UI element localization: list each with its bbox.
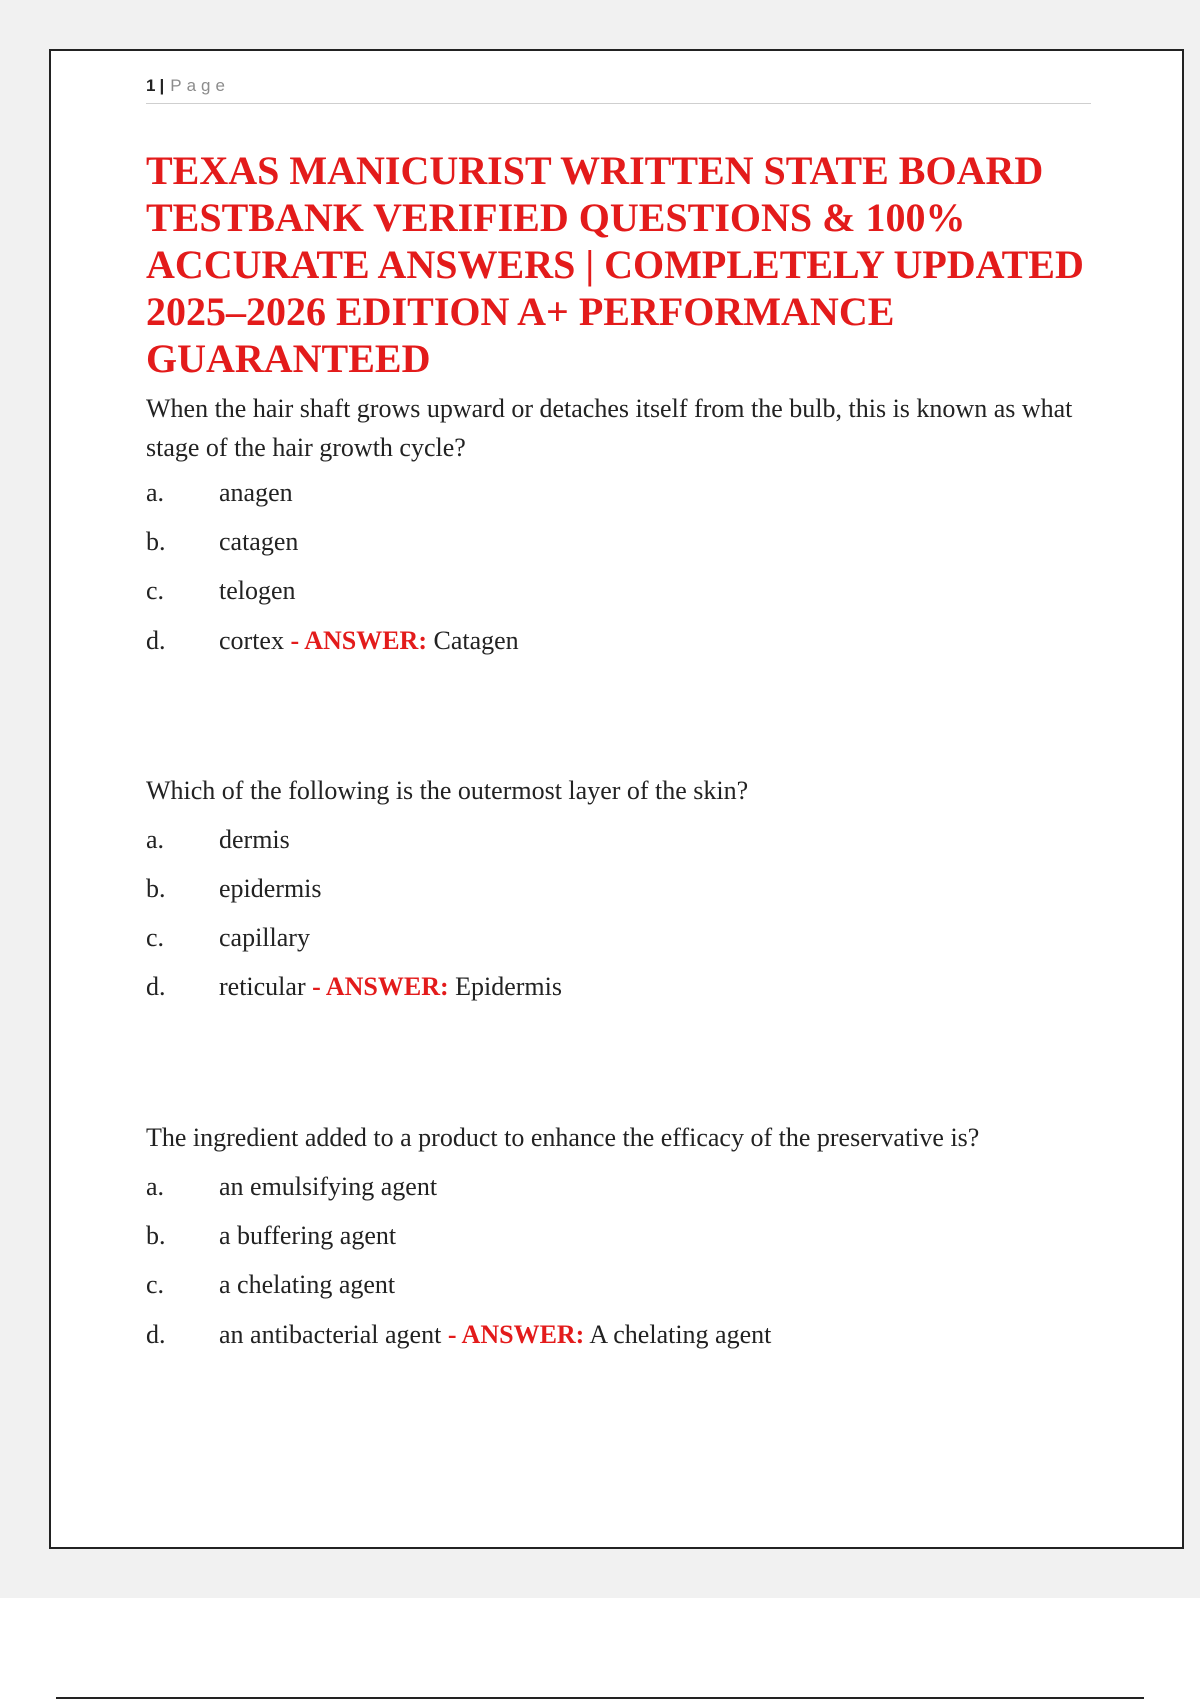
option-text-with-answer <box>219 1315 771 1355</box>
option-text: an emulsifying agent <box>219 1172 438 1201</box>
question-2-option-d <box>146 967 1106 1007</box>
question-3-option-d <box>146 1315 1106 1355</box>
question-2-text: Which of the following is the outermost layer of the skin? <box>146 776 749 805</box>
option-text: a chelating agent <box>219 1270 396 1299</box>
page-number: 1 <box>146 76 156 95</box>
question-1-option-b <box>146 522 1106 562</box>
question-2-option-a <box>146 820 1106 860</box>
option-letter: b. <box>146 1221 166 1250</box>
option-letter: a. <box>146 478 165 507</box>
option-text: reticular <box>219 972 306 1001</box>
option-text-with-answer <box>219 621 519 661</box>
question-3-text: The ingredient added to a product to enhance the efficacy of the preservative is? <box>146 1123 980 1152</box>
option-text: telogen <box>219 576 296 605</box>
document-title: TEXAS MANICURIST WRITTEN STATE BOARD TESTBANK VERIFIED QUESTIONS & 100% ACCURATE ANSWERS | COMPLETELY UPDATED 2025–2026 EDITION A+ PERFORMANCE GUARANTEED <box>146 148 1084 381</box>
option-letter: d. <box>146 626 166 655</box>
page-label: Page <box>170 76 230 95</box>
answer-label: - ANSWER: <box>312 972 449 1001</box>
option-text: capillary <box>219 923 310 952</box>
option-letter: a. <box>146 825 165 854</box>
answer-value: Catagen <box>433 626 519 655</box>
question-1-text: When the hair shaft grows upward or detaches itself from the bulb, this is known as what stage of the hair growth cycle? <box>146 394 1073 462</box>
header-separator: | <box>159 76 165 95</box>
option-letter: c. <box>146 576 165 605</box>
question-1-option-c <box>146 571 1106 611</box>
option-letter: b. <box>146 874 166 903</box>
question-1-option-a <box>146 473 1106 513</box>
document-page <box>49 49 1184 1549</box>
answer-value: Epidermis <box>455 972 562 1001</box>
question-3-option-b <box>146 1216 1106 1256</box>
option-letter: b. <box>146 527 166 556</box>
question-2-option-c <box>146 918 1106 958</box>
option-letter: d. <box>146 972 166 1001</box>
option-letter: c. <box>146 1270 165 1299</box>
answer-label: - ANSWER: <box>447 1320 585 1349</box>
next-page-top-border <box>56 1697 1144 1699</box>
option-text: catagen <box>219 527 299 556</box>
question-3-option-c <box>146 1265 1106 1305</box>
option-text: dermis <box>219 825 290 854</box>
option-text: epidermis <box>219 874 322 903</box>
option-text: an antibacterial agent <box>219 1320 442 1349</box>
option-text: anagen <box>219 478 293 507</box>
question-1-option-d <box>146 621 1106 661</box>
option-letter: a. <box>146 1172 165 1201</box>
option-text: a buffering agent <box>219 1221 397 1250</box>
option-text: cortex <box>219 626 284 655</box>
option-letter: d. <box>146 1320 166 1349</box>
answer-label: - ANSWER: <box>290 626 427 655</box>
option-text-with-answer <box>219 967 562 1007</box>
answer-value: A chelating agent <box>589 1320 772 1349</box>
page-header <box>146 73 1091 104</box>
question-3-option-a <box>146 1167 1106 1207</box>
option-letter: c. <box>146 923 165 952</box>
question-2-option-b <box>146 869 1106 909</box>
